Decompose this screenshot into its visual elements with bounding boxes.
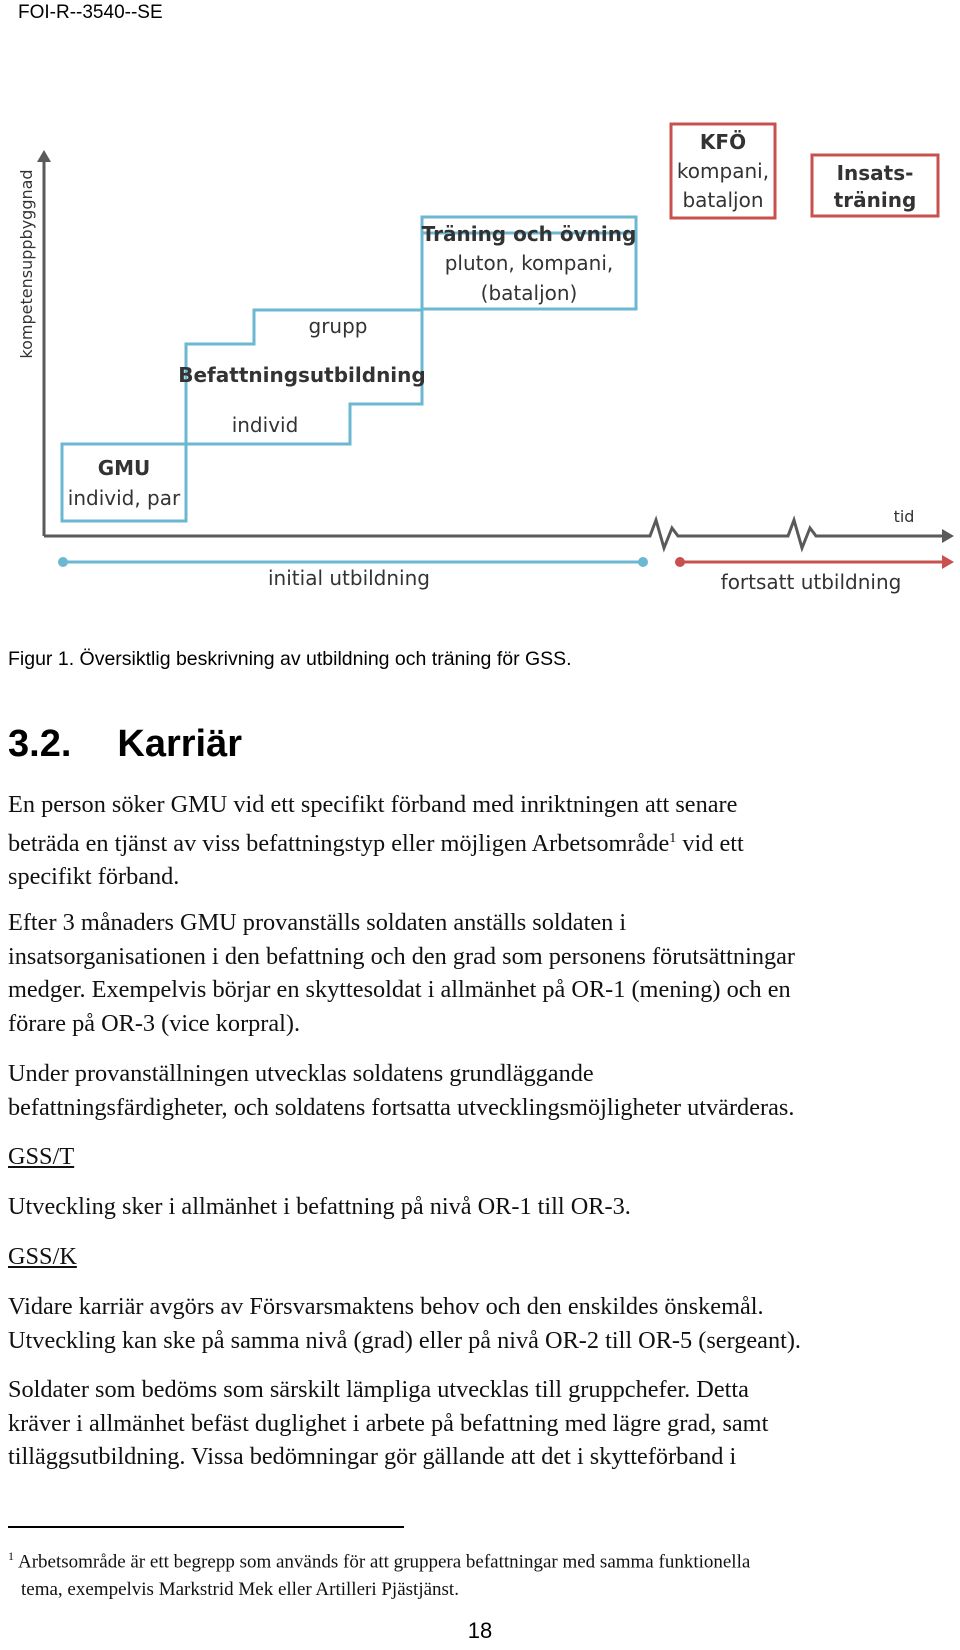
section-heading <box>8 723 242 766</box>
p6-line-2: kräver i allmänhet befäst duglighet i arbete på befattning med lägre grad, samt <box>8 1409 769 1437</box>
footnote-marker: 1 <box>8 1549 14 1563</box>
p1-line-1: En person söker GMU vid ett specifikt förband med inriktningen att senare <box>8 791 738 818</box>
footnote-ref: 1 <box>669 830 677 846</box>
p5-line-2: Utveckling kan ske på samma nivå (grad) eller på nivå OR-2 till OR-5 (sergeant). <box>8 1326 802 1354</box>
insats-line1: Insats- <box>836 161 914 185</box>
gmu-title: GMU <box>97 456 151 480</box>
footnote <box>8 1542 750 1604</box>
p1-line-2 <box>8 822 952 861</box>
kfo-line2: kompani, <box>676 159 770 183</box>
training-line3: (bataljon) <box>480 281 578 305</box>
training-title: Träning och övning <box>421 222 637 246</box>
p2-line-3: medger. Exempelvis börjar en skyttesoldat i allmänhet på OR-1 (mening) och en <box>8 976 791 1003</box>
continued-start-dot <box>675 557 685 567</box>
footnote-line-1 <box>8 1542 750 1576</box>
p6-line-3: tilläggsutbildning. Vissa bedömningar gör gällande att det i skytteförband i <box>8 1443 737 1470</box>
initial-start-dot <box>58 557 68 567</box>
p6-line-1: Soldater som bedöms som särskilt lämpliga utvecklas till gruppchefer. Detta <box>8 1376 749 1403</box>
insats-line2: träning <box>833 188 917 212</box>
gsst-heading: GSS/T <box>8 1143 75 1170</box>
paragraph-6 <box>8 1373 952 1474</box>
training-line2: pluton, kompani, <box>444 251 614 275</box>
paragraph-3 <box>8 1057 952 1124</box>
footnote-rule <box>8 1526 404 1528</box>
step-individ-label: individ <box>231 413 299 437</box>
paragraph-4: Utveckling sker i allmänhet i befattning på nivå OR-1 till OR-3. <box>8 1193 631 1220</box>
step-grupp-label: grupp <box>308 314 368 338</box>
step-befattning-title: Befattningsutbildning <box>178 363 426 387</box>
x-axis-label: tid <box>893 507 915 526</box>
p3-line-1: Under provanställningen utvecklas soldatens grundläggande <box>8 1060 594 1087</box>
p2-line-2: insatsorganisationen i den befattning och den grad som personens förutsättningar <box>8 942 795 970</box>
paragraph-2 <box>8 906 952 1040</box>
figure-caption: Figur 1. Översiktlig beskrivning av utbildning och träning för GSS. <box>8 648 572 670</box>
gmu-subtitle: individ, par <box>67 486 181 510</box>
p2-line-4: förare på OR-3 (vice korpral). <box>8 1009 301 1037</box>
footnote-line-2: tema, exempelvis Markstrid Mek eller Artilleri Pjästjänst. <box>21 1579 459 1601</box>
p1-line-2a: beträda en tjänst av viss befattningstyp eller möjligen Arbetsområde <box>8 829 670 857</box>
footnote-text-1: Arbetsområde är ett begrepp som används för att gruppera befattningar med samma funktionella <box>18 1551 751 1573</box>
continued-label: fortsatt utbildning <box>720 570 902 594</box>
x-axis <box>44 520 944 548</box>
p5-line-1: Vidare karriär avgörs av Försvarsmaktens behov och den enskildes önskemål. <box>8 1293 764 1320</box>
paragraph-1 <box>8 788 952 894</box>
x-axis-arrow-icon <box>942 529 954 543</box>
section-number: 3.2. <box>8 723 72 765</box>
p2-line-1: Efter 3 månaders GMU provanställs soldaten anställs soldaten i <box>8 909 627 936</box>
y-axis-arrow-icon <box>37 150 51 162</box>
kfo-line3: bataljon <box>682 188 764 212</box>
section-title: Karriär <box>117 723 243 765</box>
page-number: 18 <box>467 1618 493 1643</box>
y-axis-label: kompetensuppbyggnad <box>17 169 36 359</box>
initial-label: initial utbildning <box>268 566 430 590</box>
p1-line-3: specifikt förband. <box>8 863 180 891</box>
report-id: FOI-R--3540--SE <box>18 2 163 23</box>
gssk-heading: GSS/K <box>8 1243 77 1270</box>
p3-line-2: befattningsfärdigheter, och soldatens fortsatta utvecklingsmöjligheter utvärderas. <box>8 1093 795 1121</box>
training-diagram <box>0 110 960 610</box>
continued-arrow-icon <box>942 555 954 569</box>
p1-line-2b: vid ett <box>676 829 744 857</box>
initial-end-dot <box>638 557 648 567</box>
paragraph-5 <box>8 1290 952 1357</box>
kfo-title: KFÖ <box>699 130 747 154</box>
